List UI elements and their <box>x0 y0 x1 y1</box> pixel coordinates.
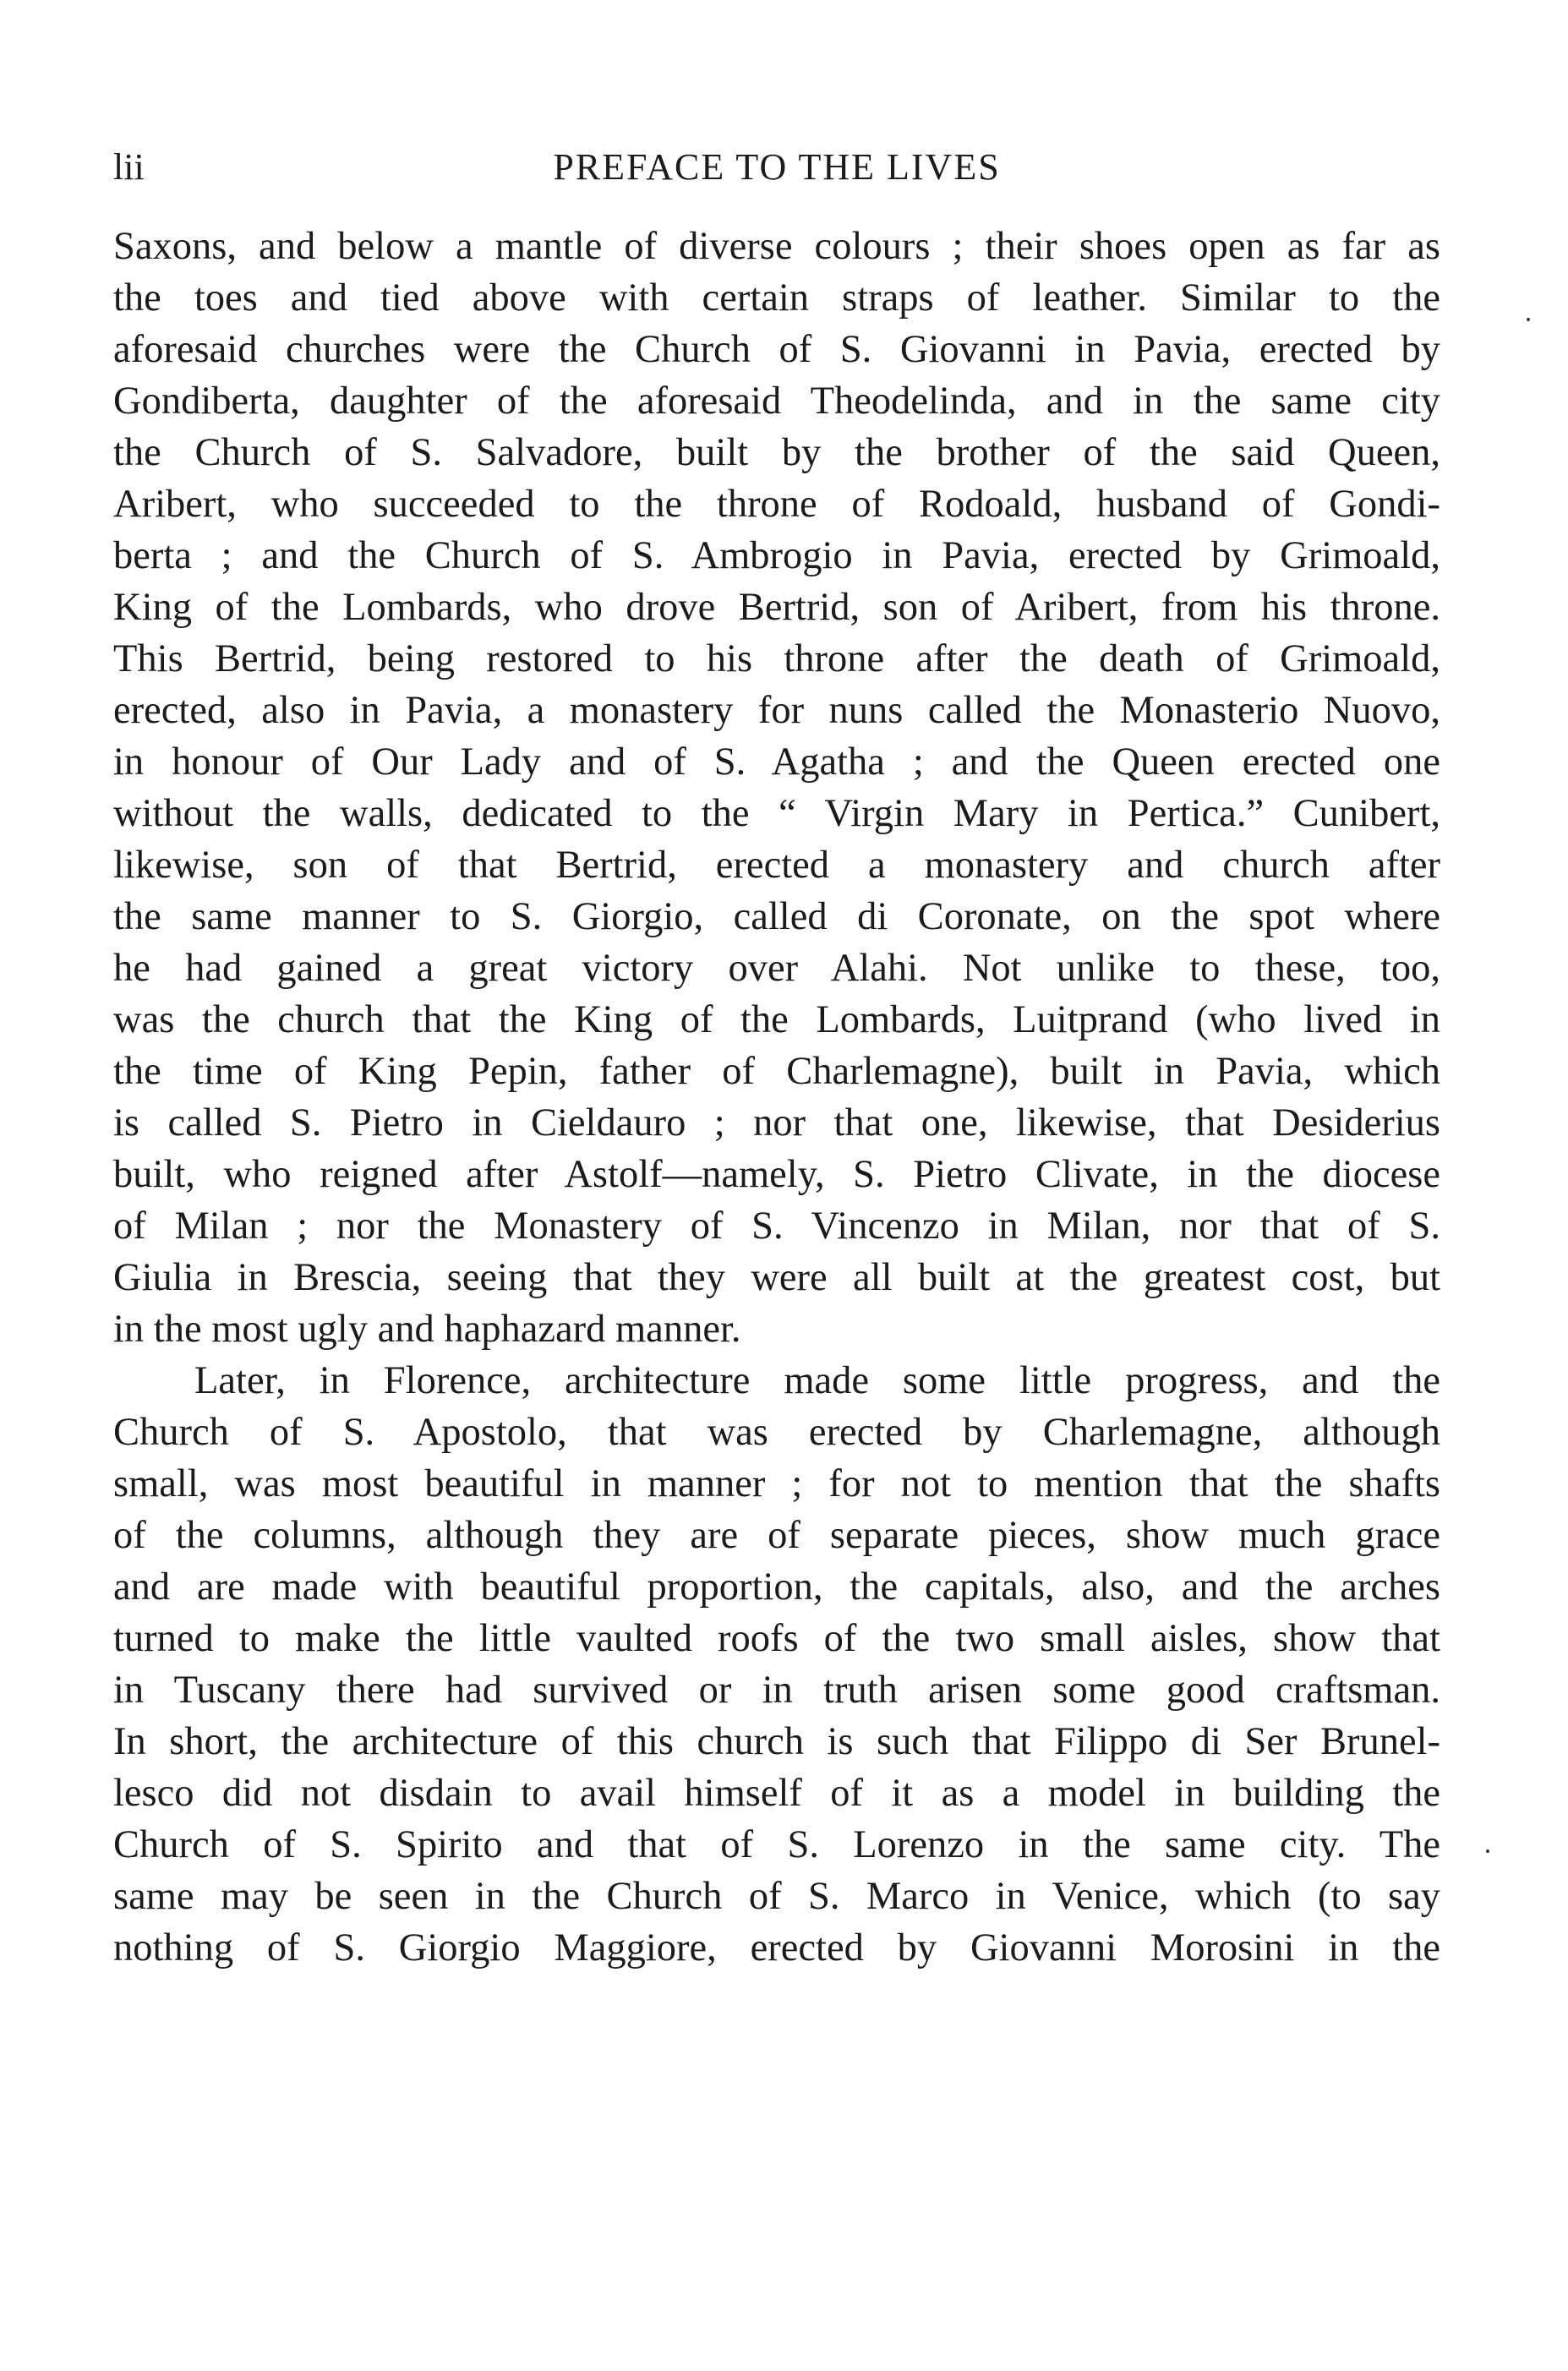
text-line: Church of S. Spirito and that of S. Lorenzo in the same city. The <box>113 1823 1440 1866</box>
text-line: turned to make the little vaulted roofs of the two small aisles, show that <box>113 1617 1440 1660</box>
text-line: Later, in Florence, architecture made some little progress, and the <box>194 1359 1440 1402</box>
text-line: the toes and tied above with certain straps of leather. Similar to the <box>113 276 1440 320</box>
print-speck <box>1527 318 1530 321</box>
running-head <box>113 142 1440 193</box>
text-line: the Church of S. Salvadore, built by the brother of the said Queen, <box>113 431 1440 474</box>
text-line: nothing of S. Giorgio Maggiore, erected by Giovanni Morosini in the <box>113 1926 1440 1969</box>
text-line: aforesaid churches were the Church of S. Giovanni in Pavia, erected by <box>113 328 1440 371</box>
text-line: in honour of Our Lady and of S. Agatha ; and the Queen erected one <box>113 740 1440 784</box>
text-line: In short, the architecture of this church is such that Filippo di Ser Brunel- <box>113 1720 1440 1763</box>
text-line: This Bertrid, being restored to his throne after the death of Grimoald, <box>113 637 1440 680</box>
print-speck <box>1486 1849 1489 1853</box>
text-line: of Milan ; nor the Monastery of S. Vincenzo in Milan, nor that of S. <box>113 1205 1440 1248</box>
text-line: the same manner to S. Giorgio, called di Coronate, on the spot where <box>113 895 1440 938</box>
text-line: King of the Lombards, who drove Bertrid, son of Aribert, from his throne. <box>113 586 1440 629</box>
text-line: in Tuscany there had survived or in truth arisen some good craftsman. <box>113 1669 1440 1712</box>
text-line: built, who reigned after Astolf—namely, S. Pietro Clivate, in the diocese <box>113 1153 1440 1196</box>
text-line: the time of King Pepin, father of Charlemagne), built in Pavia, which <box>113 1050 1440 1093</box>
text-line: Church of S. Apostolo, that was erected by Charlemagne, although <box>113 1411 1440 1454</box>
body-text <box>113 221 1440 1974</box>
text-line: is called S. Pietro in Cieldauro ; nor that one, likewise, that Desiderius <box>113 1101 1440 1145</box>
text-line: erected, also in Pavia, a monastery for nuns called the Monasterio Nuovo, <box>113 689 1440 732</box>
page-number: lii <box>113 146 145 188</box>
text-line: same may be seen in the Church of S. Marco in Venice, which (to say <box>113 1875 1440 1918</box>
text-line: Saxons, and below a mantle of diverse colours ; their shoes open as far as <box>113 225 1440 268</box>
text-line: likewise, son of that Bertrid, erected a monastery and church after <box>113 844 1440 887</box>
text-line: of the columns, although they are of separate pieces, show much grace <box>113 1514 1440 1557</box>
paragraph <box>113 221 1440 1355</box>
text-line: was the church that the King of the Lombards, Luitprand (who lived in <box>113 998 1440 1041</box>
text-line: Gondiberta, daughter of the aforesaid Theodelinda, and in the same city <box>113 380 1440 423</box>
text-line: berta ; and the Church of S. Ambrogio in Pavia, erected by Grimoald, <box>113 534 1440 577</box>
text-line: without the walls, dedicated to the “ Virgin Mary in Pertica.” Cunibert, <box>113 792 1440 835</box>
text-line: small, was most beautiful in manner ; for not to mention that the shafts <box>113 1462 1440 1505</box>
text-line: lesco did not disdain to avail himself of it as a model in building the <box>113 1772 1440 1815</box>
text-line: he had gained a great victory over Alahi. Not unlike to these, too, <box>113 947 1440 990</box>
text-line: in the most ugly and haphazard manner. <box>113 1308 741 1351</box>
paragraph <box>113 1355 1440 1974</box>
running-title: PREFACE TO THE LIVES <box>553 146 1001 188</box>
text-line: Aribert, who succeeded to the throne of Rodoald, husband of Gondi- <box>113 483 1440 526</box>
text-line: and are made with beautiful proportion, the capitals, also, and the arches <box>113 1565 1440 1609</box>
text-line: Giulia in Brescia, seeing that they were all built at the greatest cost, but <box>113 1256 1440 1299</box>
